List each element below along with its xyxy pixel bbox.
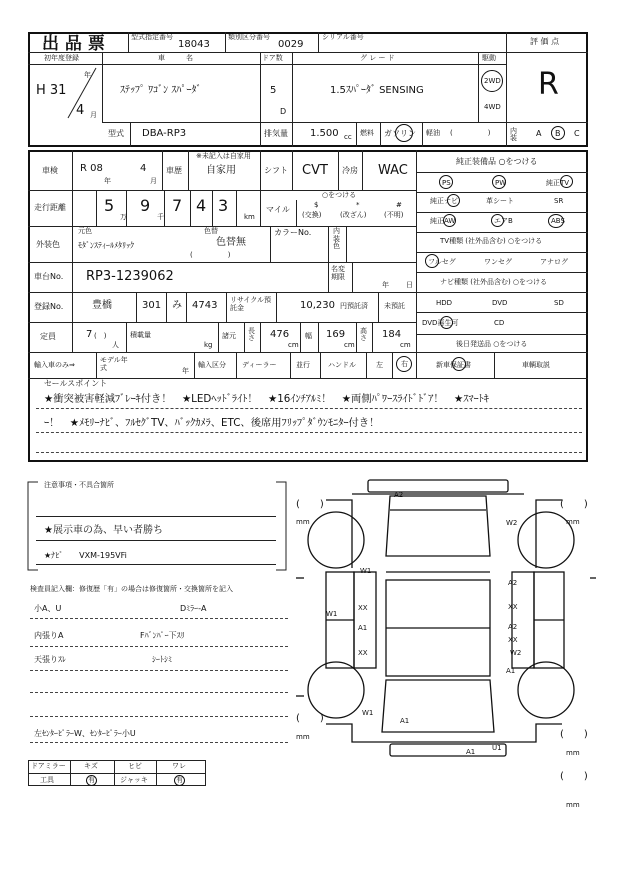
mileage-digit: 3 bbox=[218, 196, 229, 215]
measure-mm: mm bbox=[566, 518, 580, 526]
drive-4wd: 4WD bbox=[484, 103, 501, 111]
score-value: R bbox=[538, 67, 559, 102]
damage-mark: A1 bbox=[506, 667, 516, 675]
inspection-month-unit: 月 bbox=[150, 177, 157, 185]
capacity-paren: ( ) bbox=[94, 332, 107, 340]
navi-label: ナビ種類 (社外品含む) ○をつける bbox=[440, 278, 548, 286]
tv-fullseg: フルセグ bbox=[428, 258, 456, 266]
damage-mark: W2 bbox=[506, 519, 518, 527]
displacement-value: 1.500 bbox=[310, 128, 339, 139]
damage-mark: A1 bbox=[358, 624, 368, 632]
import-label: 輸入車のみ⇒ bbox=[34, 361, 75, 369]
usage-note: ※未記入は自家用 bbox=[196, 152, 251, 160]
tools-cell: ジャッキ bbox=[120, 776, 148, 784]
handle-left: 左 bbox=[376, 361, 383, 369]
reg-num: 4743 bbox=[192, 300, 218, 311]
equip-aw: 純正AW bbox=[430, 217, 456, 225]
model-value: DBA-RP3 bbox=[142, 128, 187, 139]
reg-kana: み bbox=[172, 300, 182, 311]
dimensions-label: 諸元 bbox=[222, 332, 236, 340]
damage-mark: A1 bbox=[466, 748, 476, 756]
equip-ps: PS bbox=[442, 179, 451, 187]
recycle-unit: 円預託済 bbox=[340, 302, 368, 310]
damage-mark: XX bbox=[508, 603, 518, 611]
interior-c: C bbox=[574, 129, 580, 138]
category-label: 類別区分番号 bbox=[228, 33, 270, 41]
damage-mark: A2 bbox=[508, 579, 518, 587]
altered-sym: * bbox=[356, 201, 360, 209]
tools-header: キズ bbox=[84, 762, 98, 770]
sales-label: セールスポイント bbox=[44, 379, 108, 388]
navi-sd: SD bbox=[554, 299, 564, 307]
damage-mark: XX bbox=[358, 604, 368, 612]
grade-label: グ レ ー ド bbox=[360, 54, 395, 62]
chassis-value: RP3-1239062 bbox=[86, 269, 174, 284]
form-title: 出 品 票 bbox=[42, 34, 105, 54]
reg-class: 301 bbox=[142, 300, 162, 311]
inspector-entry: 小A、U bbox=[34, 604, 62, 613]
form-no: 18043 bbox=[178, 39, 210, 50]
load-label: 積載量 bbox=[130, 331, 151, 339]
damage-mark: A1 bbox=[400, 717, 410, 725]
later-manual: 車輌取説 bbox=[522, 361, 550, 369]
mileage-digit: 9 bbox=[140, 196, 151, 215]
color-label: 外装色 bbox=[36, 240, 60, 249]
drive-label: 駆動 bbox=[482, 54, 496, 62]
inspector-entry: Fﾊﾞﾝﾊﾟｰ下ｽﾘ bbox=[140, 631, 185, 640]
model-year-unit: 年 bbox=[182, 367, 189, 375]
name-change-day: 日 bbox=[406, 281, 413, 289]
tools-cell: 有 bbox=[176, 776, 183, 784]
height-cm: cm bbox=[400, 341, 411, 349]
displacement-label: 排気量 bbox=[264, 129, 288, 138]
model-year-label: モデル年式 bbox=[100, 356, 128, 373]
later-warranty: 新車保証書 bbox=[436, 361, 471, 369]
width-label: 幅 bbox=[305, 332, 312, 340]
ac-value: WAC bbox=[378, 163, 408, 178]
recycle-none: 未預託 bbox=[384, 302, 405, 310]
interior-color-label: 内装色 bbox=[333, 227, 340, 251]
capacity-label: 定員 bbox=[40, 332, 56, 341]
interior-b: B bbox=[555, 129, 561, 138]
grade-value: 1.5ｽﾊﾟｰﾀﾞ SENSING bbox=[330, 85, 424, 96]
navi-dvd-play: DVD再生可 bbox=[422, 319, 459, 327]
fuel-value: ガソリン bbox=[384, 129, 416, 138]
equip-navi: 純正ナビ bbox=[430, 197, 458, 205]
name-change-year: 年 bbox=[382, 281, 389, 289]
interior-a: A bbox=[536, 129, 542, 138]
height-value: 184 bbox=[382, 329, 402, 340]
height-label: 高さ bbox=[360, 327, 367, 342]
tools-cell: 有 bbox=[88, 776, 95, 784]
reg-year-label: 初年度登録 bbox=[44, 54, 79, 62]
inspection-month: 4 bbox=[140, 163, 147, 174]
mileage-digit: 4 bbox=[196, 196, 207, 215]
interior-label: 内装 bbox=[510, 127, 517, 142]
tools-cell: 工具 bbox=[40, 776, 54, 784]
measure-bracket: ( ) bbox=[296, 499, 324, 510]
shift-label: シフト bbox=[264, 166, 288, 175]
later-label: 後日発送品 ○をつける bbox=[456, 340, 528, 348]
color-change-label: 色替 bbox=[204, 227, 218, 235]
damage-mark: W2 bbox=[510, 649, 522, 657]
measure-mm: mm bbox=[296, 518, 310, 526]
handle-label: ハンドル bbox=[328, 361, 356, 369]
capacity-unit: 人 bbox=[112, 341, 119, 349]
equip-tv: 純正TV bbox=[546, 179, 570, 187]
category-no: 0029 bbox=[278, 39, 304, 50]
sales-line-1: ★衝突被害軽減ﾌﾞﾚｰｷ付き！ ★LEDﾍｯﾄﾞﾗｲﾄ！ ★16ｲﾝﾁｱﾙﾐ！ ★両側ﾊﾟﾜｰｽﾗｲﾄﾞﾄﾞｱ！ ★ｽﾏｰﾄｷ bbox=[44, 393, 489, 405]
altered-txt: (改ざん) bbox=[340, 211, 367, 219]
measure-mm: mm bbox=[566, 801, 580, 809]
reg-label: 登録No. bbox=[34, 302, 64, 311]
cc-unit: cc bbox=[344, 133, 352, 141]
navi-dvd: DVD bbox=[492, 299, 508, 307]
unknown-sym: # bbox=[396, 201, 402, 209]
mileage-unit-km: km bbox=[244, 213, 255, 221]
car-name: ｽﾃｯﾌﾟ ﾜｺﾞﾝ ｽﾊﾟｰﾀﾞ bbox=[120, 85, 202, 96]
damage-mark: XX bbox=[508, 636, 518, 644]
reg-era: H 31 bbox=[36, 83, 67, 98]
doors-value: 5 bbox=[270, 85, 277, 96]
length-value: 476 bbox=[270, 329, 290, 340]
usage-value: 自家用 bbox=[206, 165, 236, 176]
damage-mark: W1 bbox=[362, 709, 374, 717]
mileage-label: 走行距離 bbox=[34, 203, 66, 212]
measure-bracket: ( ) bbox=[560, 729, 588, 740]
inspector-entry: 天張りｽﾚ bbox=[34, 655, 66, 664]
car-name-label: 車 名 bbox=[158, 54, 193, 62]
load-unit: kg bbox=[204, 341, 213, 349]
navi-cd: CD bbox=[494, 319, 505, 327]
reg-place: 豊橋 bbox=[92, 300, 112, 311]
recycle-label: リサイクル預託金 bbox=[230, 296, 272, 313]
measure-bracket: ( ) bbox=[296, 713, 324, 724]
mileage-unit-sen: 千 bbox=[157, 213, 164, 221]
color-change-paren: ( ) bbox=[190, 251, 231, 259]
width-value: 169 bbox=[326, 329, 346, 340]
capacity-value: 7 bbox=[86, 329, 93, 340]
serial-label: シリアル番号 bbox=[322, 33, 364, 41]
handle-right: 右 bbox=[401, 360, 408, 368]
tv-label: TV種類 (社外品含む) ○をつける bbox=[440, 237, 543, 245]
inspector-entry: ｼｰﾄｼﾐ bbox=[152, 655, 172, 664]
shift-value: CVT bbox=[302, 163, 328, 178]
score-label: 評 価 点 bbox=[530, 37, 560, 46]
tools-header: ヒビ bbox=[128, 762, 142, 770]
damage-mark: A2 bbox=[394, 491, 404, 499]
equip-leather: 革シート bbox=[486, 197, 514, 205]
mileage-digit: 7 bbox=[172, 196, 183, 215]
name-change-label: 名変期限 bbox=[331, 265, 345, 282]
chassis-label: 車台No. bbox=[34, 272, 64, 281]
damage-mark: A2 bbox=[508, 623, 518, 631]
dealer-option: ディーラー bbox=[242, 361, 277, 369]
equip-airbag: エアB bbox=[494, 217, 513, 225]
inspection-year: 年 bbox=[104, 177, 111, 185]
car-diagram bbox=[290, 476, 600, 816]
mileage-digit: 5 bbox=[104, 196, 115, 215]
exchange-sym: $ bbox=[314, 201, 319, 209]
damage-mark: XX bbox=[358, 649, 368, 657]
inspection-label: 車検 bbox=[42, 166, 58, 175]
import-type-label: 輸入区分 bbox=[198, 361, 226, 369]
inspector-entry: Dﾐﾗｰ-A bbox=[180, 604, 207, 613]
measure-bracket: ( ) bbox=[560, 771, 588, 782]
unknown-txt: (不明) bbox=[384, 211, 404, 219]
usage-label: 車歴 bbox=[166, 166, 182, 175]
model-label: 型式 bbox=[108, 129, 124, 138]
fuel-label: 燃料 bbox=[360, 129, 374, 137]
reg-month: 4 bbox=[76, 103, 85, 118]
measure-mm: mm bbox=[296, 733, 310, 741]
tv-oneseg: ワンセグ bbox=[484, 258, 512, 266]
damage-mark: W1 bbox=[326, 610, 338, 618]
exchange-txt: (交換) bbox=[302, 211, 322, 219]
oil-paren: ( ) bbox=[450, 129, 491, 137]
circle-note: ○をつける bbox=[322, 191, 357, 199]
color-orig-label: 元色 bbox=[78, 227, 92, 235]
equip-abs: ABS bbox=[551, 217, 565, 225]
oil-label: 軽油 bbox=[426, 129, 440, 137]
inspector-entry: 内張りA bbox=[34, 631, 64, 640]
measure-mm: mm bbox=[566, 749, 580, 757]
month-unit: 月 bbox=[90, 111, 97, 119]
tools-header: ワレ bbox=[172, 762, 186, 770]
color-change: 色替無 bbox=[216, 237, 246, 248]
inspector-label: 検査員記入欄：修復歴「有」の場合は修復箇所・交換箇所を記入 bbox=[30, 585, 233, 593]
damage-mark: W1 bbox=[360, 567, 372, 575]
genuine-label: 純正装備品 ○をつける bbox=[456, 157, 538, 166]
sales-line-2: ｰ！ ★ﾒﾓﾘｰﾅﾋﾞ、ﾌﾙｾｸﾞTV、ﾊﾞｯｸｶﾒﾗ、ETC、後席用ﾌﾘｯﾌﾟﾀﾞｳﾝﾓﾆﾀｰ付き！ bbox=[44, 417, 380, 429]
color-no-label: カラーNo. bbox=[274, 228, 312, 237]
tv-analog: アナログ bbox=[540, 258, 568, 266]
parallel-option: 並行 bbox=[296, 361, 310, 369]
recycle-value: 10,230 bbox=[300, 300, 335, 311]
inspection-value: R 08 bbox=[80, 163, 103, 174]
damage-mark: U1 bbox=[492, 744, 502, 752]
length-label: 長さ bbox=[248, 327, 255, 342]
notes-label: 注意事項・不具合箇所 bbox=[44, 481, 114, 489]
equip-pw: PW bbox=[495, 179, 507, 187]
ac-label: 冷房 bbox=[342, 166, 358, 175]
color-orig: ﾓﾀﾞﾝｽﾃｨｰﾙﾒﾀﾘｯｸ bbox=[78, 241, 134, 250]
length-cm: cm bbox=[288, 341, 299, 349]
notes-line-1: ★展示車の為、早い者勝ち bbox=[44, 525, 163, 536]
tools-header: ドアミラー bbox=[31, 762, 66, 770]
drive-2wd: 2WD bbox=[484, 77, 501, 85]
doors-label: ドア数 bbox=[262, 54, 283, 62]
mileage-unit-man: 万 bbox=[120, 213, 127, 221]
measure-bracket: ( ) bbox=[560, 499, 588, 510]
mile-label: マイル bbox=[266, 205, 290, 214]
inspector-entry: 左ｾﾝﾀｰﾋﾟﾗｰW、ｾﾝﾀｰﾋﾟﾗｰ小U bbox=[34, 729, 136, 738]
width-cm: cm bbox=[344, 341, 355, 349]
navi-hdd: HDD bbox=[436, 299, 453, 307]
equip-sr: SR bbox=[554, 197, 564, 205]
year-unit: 年 bbox=[84, 71, 91, 79]
form-no-label: 型式指定番号 bbox=[131, 33, 173, 41]
notes-line-2: ★ﾅﾋﾞ VXM-195VFi bbox=[44, 551, 127, 560]
door-type: D bbox=[280, 107, 287, 116]
